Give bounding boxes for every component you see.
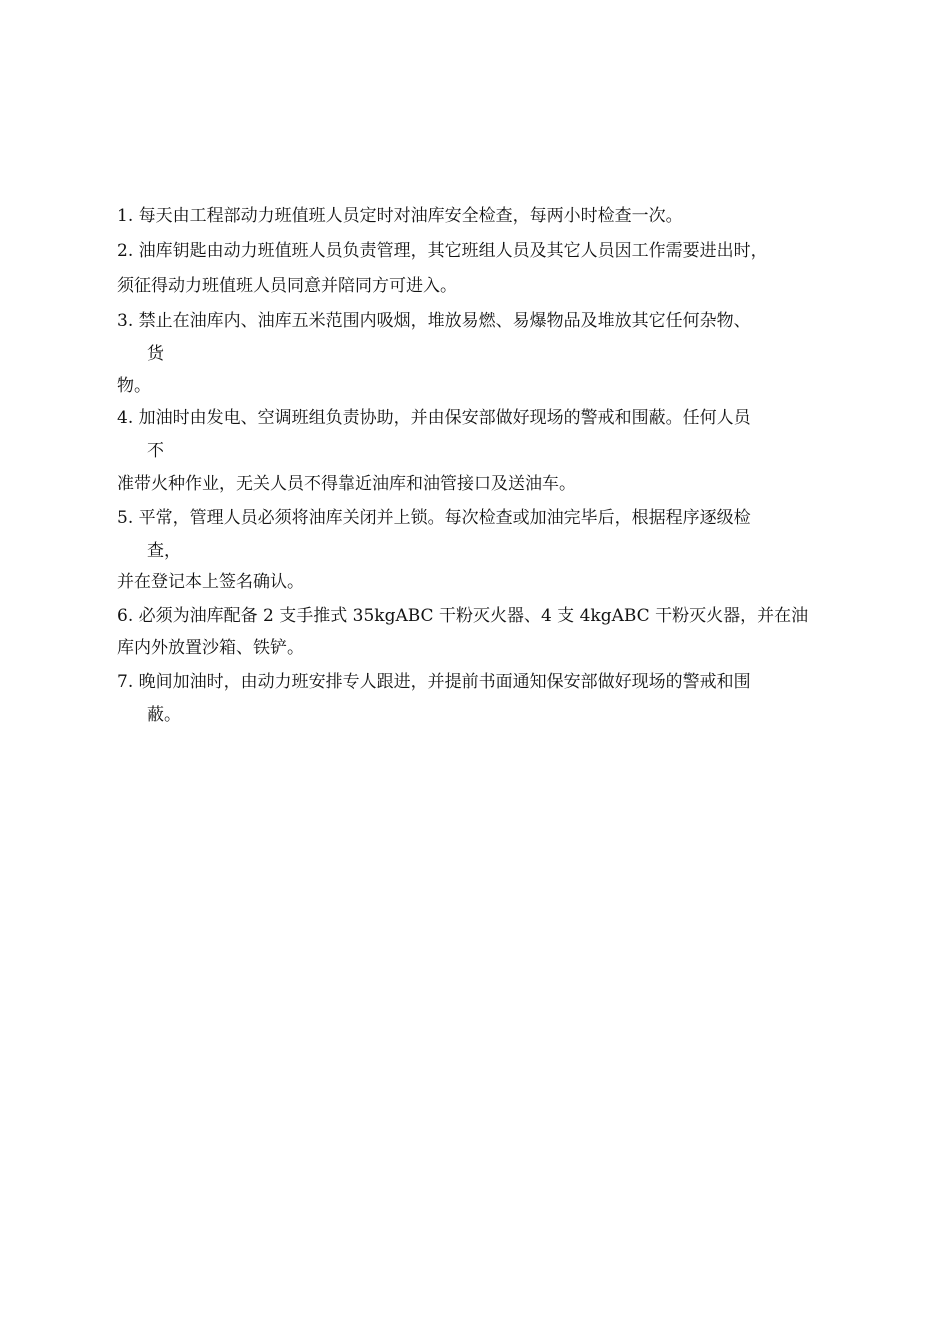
rule-5-line-3: 并在登记本上签名确认。 [117, 572, 304, 592]
rule-5-line-1: 5. 平常，管理人员必须将油库关闭并上锁。每次检查或加油完毕后，根据程序逐级检 [117, 508, 751, 528]
rule-3-line-3: 物。 [117, 376, 151, 396]
rule-5-line-2: 查， [147, 541, 181, 561]
rule-4-line-2: 不 [147, 441, 164, 461]
rule-4-line-1: 4. 加油时由发电、空调班组负责协助，并由保安部做好现场的警戒和围蔽。任何人员 [117, 408, 751, 428]
rule-2-line-1: 2. 油库钥匙由动力班值班人员负责管理，其它班组人员及其它人员因工作需要进出时， [117, 241, 768, 261]
rule-4-line-3: 准带火种作业，无关人员不得靠近油库和油管接口及送油车。 [117, 474, 576, 494]
rule-7-line-2: 蔽。 [147, 705, 181, 725]
rule-3-line-2: 货 [147, 344, 164, 364]
rule-6-line-2: 库内外放置沙箱、铁铲。 [117, 638, 304, 658]
rule-2-line-2: 须征得动力班值班人员同意并陪同方可进入。 [117, 276, 457, 296]
rule-7-line-1: 7. 晚间加油时，由动力班安排专人跟进，并提前书面通知保安部做好现场的警戒和围 [117, 672, 751, 692]
rule-3-line-1: 3. 禁止在油库内、油库五米范围内吸烟，堆放易燃、易爆物品及堆放其它任何杂物、 [117, 311, 751, 331]
rule-6-line-1: 6. 必须为油库配备 2 支手推式 35kgABC 干粉灭火器、4 支 4kgABC 干粉灭火器，并在油 [117, 606, 809, 626]
rule-1-line-1: 1. 每天由工程部动力班值班人员定时对油库安全检查，每两小时检查一次。 [117, 206, 683, 226]
